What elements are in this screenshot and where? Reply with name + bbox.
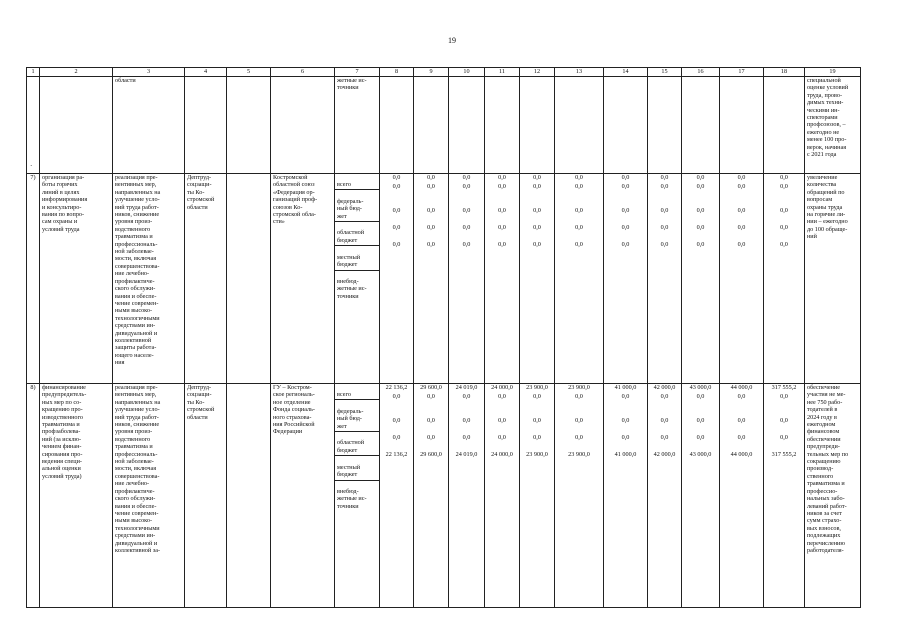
- margin-mark: ·: [30, 162, 33, 170]
- value: 0,0: [498, 417, 506, 424]
- row-number: 8): [27, 384, 40, 608]
- value: 0,0: [696, 393, 705, 400]
- column-number: 3: [113, 68, 185, 77]
- value: 0,0: [696, 434, 705, 441]
- value: 0,0: [660, 174, 669, 181]
- value: 0,0: [533, 393, 541, 400]
- value-cell: [682, 384, 720, 608]
- source-label: областной бюджет: [335, 229, 379, 246]
- value-cell: [414, 384, 449, 608]
- continuation-result: специальной оценке условий труда, прово- димых техни- ческими ин- спекторами профсоюзов, – ежегодно не менее 100 про- верок, начиная с 2021 года: [805, 77, 861, 174]
- value: 0,0: [780, 207, 788, 214]
- value: 24 019,0: [455, 384, 478, 391]
- value: 0,0: [462, 434, 471, 441]
- executor: Костромской областной союз «Федерация ор- ганизаций проф- союзов Ко- стромской обла- сти»: [271, 174, 335, 384]
- value: 0,0: [427, 207, 435, 214]
- value: 0,0: [498, 183, 506, 190]
- column-number: 17: [720, 68, 764, 77]
- value: 42 000,0: [653, 451, 676, 458]
- value: 0,0: [392, 183, 401, 190]
- table-row: [27, 384, 861, 608]
- value: 0,0: [575, 207, 583, 214]
- value: 0,0: [696, 224, 705, 231]
- value: 0,0: [780, 393, 788, 400]
- value: 0,0: [780, 224, 788, 231]
- value-cell: [380, 384, 414, 608]
- value: 0,0: [427, 183, 435, 190]
- column-number: 2: [40, 68, 113, 77]
- value: 0,0: [621, 434, 630, 441]
- program-table: [26, 67, 861, 608]
- value: 0,0: [575, 393, 583, 400]
- value: 0,0: [427, 241, 435, 248]
- value: 0,0: [737, 174, 746, 181]
- value: 0,0: [780, 183, 788, 190]
- value: 0,0: [462, 393, 471, 400]
- value: 0,0: [498, 434, 506, 441]
- value: 0,0: [427, 174, 435, 181]
- column-5-cell: [227, 174, 271, 384]
- value: 29 600,0: [420, 451, 442, 458]
- column-number: 19: [805, 68, 861, 77]
- source-label: федераль- ный бюд- жет: [335, 198, 379, 222]
- value: 0,0: [660, 434, 669, 441]
- value: 0,0: [392, 434, 401, 441]
- value: 0,0: [575, 183, 583, 190]
- value: 29 600,0: [420, 384, 442, 391]
- value: 317 555,2: [771, 451, 797, 458]
- value: 0,0: [533, 241, 541, 248]
- value: 0,0: [533, 417, 541, 424]
- value: 0,0: [737, 417, 746, 424]
- value: 0,0: [533, 174, 541, 181]
- value: 0,0: [462, 207, 471, 214]
- value: 0,0: [533, 183, 541, 190]
- measure-name: организация ра- боты горячих линий в целях информирования и консультиро- вания по вопро- сам охраны и условий труда: [40, 174, 113, 384]
- value: 0,0: [462, 224, 471, 231]
- column-number: 8: [380, 68, 414, 77]
- value: 42 000,0: [653, 384, 676, 391]
- value: 0,0: [498, 174, 506, 181]
- value: 0,0: [780, 434, 788, 441]
- value-cell: [485, 384, 520, 608]
- value: 24 000,0: [491, 451, 513, 458]
- value: 0,0: [462, 174, 471, 181]
- column-number: 11: [485, 68, 520, 77]
- value: 0,0: [498, 207, 506, 214]
- column-number-row: [27, 68, 861, 77]
- column-number: 18: [764, 68, 805, 77]
- source-label: всего: [335, 181, 379, 190]
- page-number: 19: [448, 36, 456, 45]
- value: 0,0: [427, 224, 435, 231]
- value: 0,0: [737, 224, 746, 231]
- responsible-agency: Дептруд- соцзащи- ты Ко- стромской области: [185, 174, 227, 384]
- value: 0,0: [737, 207, 746, 214]
- value-cell: [604, 384, 648, 608]
- value: 0,0: [621, 224, 630, 231]
- value: 0,0: [533, 434, 541, 441]
- column-number: 6: [271, 68, 335, 77]
- value: 0,0: [392, 224, 401, 231]
- value-cell: [682, 174, 720, 384]
- expected-result: обеспечение участия не ме- нее 750 рабо- тодателей в 2024 году в ежегодном финансовом обеспечении предупреди- тельных мер по сокращению производ- ственного травматизма и профессио- нальных забо- леваний работ- ников за счет сумм страхо- вых взносов, подлежащих перечислению работодателя-: [805, 384, 861, 608]
- value: 0,0: [660, 183, 669, 190]
- value: 23 900,0: [526, 384, 548, 391]
- column-number: 9: [414, 68, 449, 77]
- column-number: 7: [335, 68, 380, 77]
- value: 43 000,0: [689, 451, 712, 458]
- value-cell: [604, 174, 648, 384]
- column-number: 16: [682, 68, 720, 77]
- value: 0,0: [780, 241, 788, 248]
- value: 0,0: [427, 417, 435, 424]
- value: 0,0: [780, 417, 788, 424]
- column-number: 1: [27, 68, 40, 77]
- continuation-source: жетные ис- точники: [335, 77, 380, 174]
- value: 0,0: [575, 174, 583, 181]
- value-cell: [648, 174, 682, 384]
- value-cell: [648, 384, 682, 608]
- value: 0,0: [696, 174, 705, 181]
- value: 22 136,2: [385, 384, 408, 391]
- value: 44 000,0: [730, 451, 753, 458]
- value: 0,0: [660, 207, 669, 214]
- value: 0,0: [533, 224, 541, 231]
- value-cell: [555, 384, 604, 608]
- value: 0,0: [427, 434, 435, 441]
- value: 0,0: [462, 183, 471, 190]
- value: 0,0: [498, 241, 506, 248]
- value: 0,0: [696, 241, 705, 248]
- value: 24 000,0: [491, 384, 513, 391]
- funding-sources: [335, 384, 380, 608]
- value: 0,0: [575, 434, 583, 441]
- value: 0,0: [575, 241, 583, 248]
- value: 0,0: [660, 241, 669, 248]
- value: 0,0: [392, 241, 401, 248]
- value-cell: [414, 174, 449, 384]
- value: 41 000,0: [614, 384, 637, 391]
- column-number: 4: [185, 68, 227, 77]
- value: 0,0: [498, 224, 506, 231]
- table-row: [27, 174, 861, 384]
- value: 0,0: [621, 183, 630, 190]
- source-label: всего: [335, 391, 379, 400]
- value: 23 900,0: [568, 451, 590, 458]
- value: 0,0: [621, 417, 630, 424]
- value: 0,0: [660, 417, 669, 424]
- value-cell: [720, 384, 764, 608]
- value: 0,0: [392, 417, 401, 424]
- source-label: федераль- ный бюд- жет: [335, 408, 379, 432]
- value: 41 000,0: [614, 451, 637, 458]
- measure-name: финансирование предупредитель- ных мер по со- кращению про- изводственного травматизма и профзаболева- ний (за исклю- чением финан- сирования про- ведения специ- альной оценки условий труда): [40, 384, 113, 608]
- source-label: внебюд- жетные ис- точники: [337, 278, 367, 300]
- measure-description: реализация пре- вентивных мер, направленных на улучшение усло- вий труда работ- ников, снижение уровня произ- водственного травматизма и профессиональ- ной заболевае- мости, включая совершенствова- ние лечебно- профилактиче- ского обслужи- вания и обеспе- чение современ- ными высоко- технологичными средствами ин- дивидуальной и коллективной за-: [113, 384, 185, 608]
- value: 0,0: [780, 174, 788, 181]
- responsible-agency: Дептруд- соцзащи- ты Ко- стромской области: [185, 384, 227, 608]
- value-cell: [520, 174, 555, 384]
- continuation-text: области: [113, 77, 185, 174]
- column-number: 13: [555, 68, 604, 77]
- value: 317 555,2: [771, 384, 797, 391]
- row-number: 7): [27, 174, 40, 384]
- value: 0,0: [575, 224, 583, 231]
- value: 0,0: [696, 417, 705, 424]
- source-label: внебюд- жетные ис- точники: [337, 488, 367, 510]
- executor: ГУ – Костром- ское региональ- ное отделение Фонда социаль- ного страхова- ния Российской Федерации: [271, 384, 335, 608]
- value: 0,0: [737, 241, 746, 248]
- value-cell: [485, 174, 520, 384]
- value-cell: [449, 384, 485, 608]
- value-cell: [380, 174, 414, 384]
- source-label: местный бюджет: [335, 254, 379, 271]
- measure-description: реализация пре- вентивных мер, направленных на улучшение усло- вий труда работ- ников, снижение уровня произ- водственного травматизма и профессиональ- ной заболевае- мости, включая совершенствова- ние лечебно- профилактиче- ского обслужи- вания и обеспе- чение современ- ными высоко- технологичными средствами ин- дивидуальной и коллективной защиты работа- ющего населе- ния: [113, 174, 185, 384]
- funding-sources: [335, 174, 380, 384]
- value: 0,0: [696, 207, 705, 214]
- value: 0,0: [621, 241, 630, 248]
- value: 0,0: [621, 207, 630, 214]
- column-5-cell: [227, 384, 271, 608]
- column-number: 5: [227, 68, 271, 77]
- value: 0,0: [427, 393, 435, 400]
- value-cell: [764, 174, 805, 384]
- value: 0,0: [392, 207, 401, 214]
- value: 0,0: [392, 393, 401, 400]
- column-number: 10: [449, 68, 485, 77]
- column-number: 12: [520, 68, 555, 77]
- value: 0,0: [621, 393, 630, 400]
- value: 0,0: [737, 183, 746, 190]
- value: 44 000,0: [730, 384, 753, 391]
- value: 0,0: [696, 183, 705, 190]
- value: 22 136,2: [385, 451, 408, 458]
- value: 43 000,0: [689, 384, 712, 391]
- column-number: 14: [604, 68, 648, 77]
- value: 0,0: [462, 417, 471, 424]
- value: 0,0: [660, 224, 669, 231]
- value: 23 900,0: [526, 451, 548, 458]
- value: 23 900,0: [568, 384, 590, 391]
- value-cell: [520, 384, 555, 608]
- value-cell: [555, 174, 604, 384]
- value: 0,0: [660, 393, 669, 400]
- value: 0,0: [737, 434, 746, 441]
- continuation-row: [27, 77, 861, 174]
- value: 24 019,0: [455, 451, 478, 458]
- source-label: местный бюджет: [335, 464, 379, 481]
- expected-result: увеличение количества обращений по вопросам охраны труда на горячие ли- нии – ежегодно до 100 обраще- ний: [805, 174, 861, 384]
- source-label: областной бюджет: [335, 439, 379, 456]
- value-cell: [449, 174, 485, 384]
- value: 0,0: [462, 241, 471, 248]
- value: 0,0: [737, 393, 746, 400]
- value: 0,0: [533, 207, 541, 214]
- value: 0,0: [498, 393, 506, 400]
- value: 0,0: [621, 174, 630, 181]
- value: 0,0: [392, 174, 401, 181]
- value-cell: [764, 384, 805, 608]
- column-number: 15: [648, 68, 682, 77]
- value-cell: [720, 174, 764, 384]
- value: 0,0: [575, 417, 583, 424]
